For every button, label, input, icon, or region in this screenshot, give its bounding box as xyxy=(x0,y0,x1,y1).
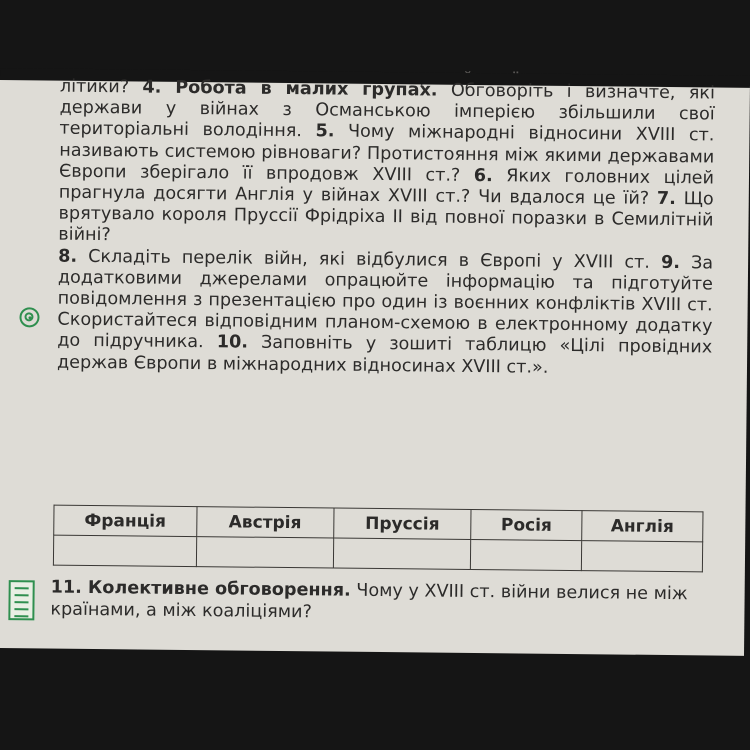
textbook-page xyxy=(0,78,750,656)
question-text: літики? xyxy=(59,76,143,98)
question-number: 7. xyxy=(656,188,677,210)
question-number: 8. xyxy=(58,246,78,267)
discussion-icon xyxy=(8,580,34,620)
table-header-england: Англія xyxy=(582,511,703,542)
table-cell xyxy=(471,539,582,570)
question-text: Складіть перелік війн, які відбулися в Європі у XVIII ст. xyxy=(76,246,662,273)
table-cell xyxy=(581,541,702,572)
question-text: Чому міжнародні відносини XVIII ст. називають системою рівноваги? Протистояння між якими державами Європи зберігало її впродовж XVIII ст.? xyxy=(58,121,715,186)
question-number: 9. xyxy=(660,252,681,273)
table-header-prussia: Пруссія xyxy=(334,508,472,539)
table-header-austria: Австрія xyxy=(196,507,334,538)
table-header-france: Франція xyxy=(54,505,197,536)
questions-4-7 xyxy=(58,77,715,253)
question-11-text xyxy=(50,577,712,628)
questions-8-10 xyxy=(57,246,713,380)
question-number: 5. xyxy=(315,121,335,142)
table-header-russia: Росія xyxy=(471,509,582,540)
question-text: Чому у XVIII ст. війни велися не між країнами, а між коаліціями? xyxy=(50,580,688,623)
table-cell xyxy=(53,535,196,566)
goals-table xyxy=(53,505,704,573)
question-text: Заповніть у зошиті таблицю «Цілі провідних держав Європи в міжнародних відносинах XVIII ст.». xyxy=(56,333,713,378)
main-text xyxy=(57,77,715,381)
table-row xyxy=(53,535,702,572)
question-text: Що врятувало короля Пруссії Фрідріха ІІ від повної поразки в Семилітній війні? xyxy=(58,189,714,246)
table-cell xyxy=(333,538,471,569)
question-text: Яких головних цілей прагнула досягти Англія у війнах XVIII ст.? Чи вдалося це їй? xyxy=(58,165,715,209)
question-text: Обговоріть і визначте, які держави у війнах з Османською імперією збільшили свої територіальні володіння. xyxy=(59,80,715,142)
question-11 xyxy=(50,577,712,628)
question-number: 6. xyxy=(473,165,493,186)
question-number: 11. Колективне обговорення. xyxy=(50,577,351,601)
table-cell xyxy=(196,537,334,568)
question-number: 4. Робота в малих групах. xyxy=(142,77,438,101)
question-number: 10. xyxy=(216,332,249,354)
question-text: За додатковими джерелами опрацюйте інформацію та підготуйте повідомлення з презентацією про один із воєнних конфліктів XVIII ст. Скористайтеся відповідним планом-схемою в електронному додатку до підручника. xyxy=(57,252,714,353)
target-icon xyxy=(19,307,39,327)
